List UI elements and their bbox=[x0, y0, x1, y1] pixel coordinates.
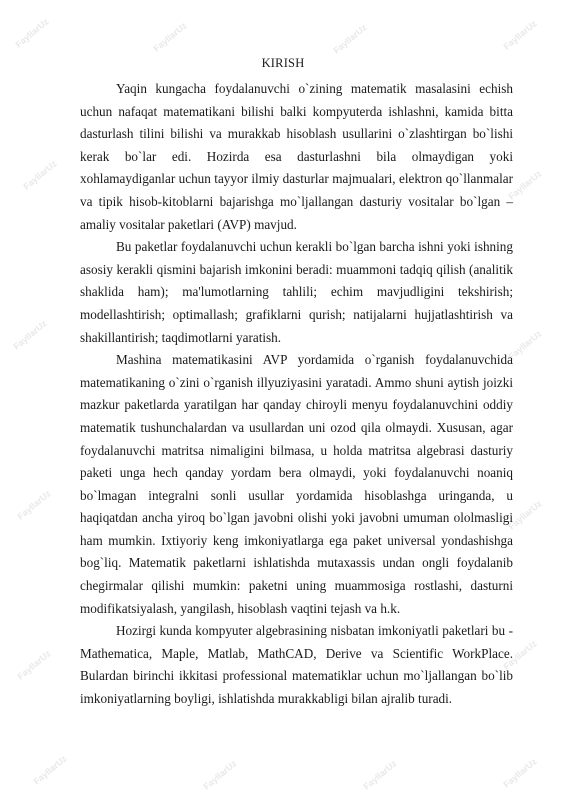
watermark-text: FayllarUz bbox=[31, 753, 69, 787]
paragraph: Bu paketlar foydalanuvchi uchun kerakli bo`lgan barcha ishni yoki ishning asosiy kerakli qismini bajarish imkonini beradi: muammoni tadqiq qilish (analitik shaklida ham); ma'lumotlarning tahlili; echim mavjudligini tekshirish; modellashtirish; optimallash; grafiklarni qurish; natijalarni hujjatlashtirish va shakillantirish; taqdimotlarni yaratish. bbox=[80, 239, 513, 345]
watermark-text: FayllarUz bbox=[506, 168, 544, 202]
watermark-text: FayllarUz bbox=[501, 756, 539, 790]
watermark-text: FayllarUz bbox=[15, 488, 53, 522]
watermark-text: FayllarUz bbox=[13, 16, 51, 50]
watermark-text: FayllarUz bbox=[361, 758, 399, 792]
watermark-text: FayllarUz bbox=[506, 498, 544, 532]
watermark-text: FayllarUz bbox=[331, 22, 369, 56]
document-body bbox=[80, 78, 513, 711]
paragraph: Yaqin kungacha foydalanuvchi o`zining matematik masalasini echish uchun nafaqat matematikani bilishi balki kompyuterda ishlashni, kamida bitta dasturlash tilini bilishi va murakkab hisoblash usullarini o`zlashtirgan bo`lishi kerak bo`lar edi. Hozirda esa dasturlashni bila olmaydigan yoki xohlamaydiganlar uchun tayyor ilmiy dasturlar majmualari, elektron qo`llanmalar va tipik hisob-kitoblarni bajarishga mo`ljallangan dasturiy vositalar bo`lgan – amaliy vositalar paketlari (AVP) mavjud. bbox=[80, 81, 513, 232]
watermark-text: FayllarUz bbox=[21, 158, 59, 192]
watermark-text: FayllarUz bbox=[501, 638, 539, 672]
watermark-text: FayllarUz bbox=[201, 758, 239, 792]
watermark-text: FayllarUz bbox=[501, 18, 539, 52]
watermark-text: FayllarUz bbox=[15, 648, 53, 682]
paragraph: Mashina matematikasini AVP yordamida o`rganish foydalanuvchida matematikaning o`zini o`rganish illyuziyasini yaratadi. Ammo shuni aytish joizki mazkur paketlarda yaratilgan har qanday chiroyli menyu foydalanuvchini oddiy matematik tushunchalardan va usullardan uni ozod qila olmaydi. Xususan, agar foydalanuvchi matritsa nimaligini bilmasa, u holda matritsa algebrasi dasturiy paketi unga hech qanday yordam bera olmaydi, yoki foydalanuvchi noaniq bo`lmagan integralni sonli usullar yordamida hisoblashga uringanda, u haqiqatdan ancha yiroq bo`lgan javobni olishi yoki javobni umuman ololmasligi ham mumkin. Ixtiyoriy keng imkoniyatlarga ega paket universal yondashishga bog`liq. Matematik paketlarni ishlatishda mutaxassis undan ongli foydalanib chegirmalar qilishi mumkin: paketni uning muammosiga rostlashi, dasturni modifikatsiyalash, yangilash, hisoblash vaqtini tejash va h.k. bbox=[80, 352, 513, 616]
watermark-text: FayllarUz bbox=[11, 318, 49, 352]
watermark-text: FayllarUz bbox=[506, 328, 544, 362]
document-heading: KIRISH bbox=[261, 56, 305, 70]
watermark-text: FayllarUz bbox=[151, 20, 189, 54]
paragraph: Hozirgi kunda kompyuter algebrasining nisbatan imkoniyatli paketlari bu - Mathematica, Maple, Matlab, MathCAD, Derive va Scientific WorkPlace. Bulardan birinchi ikkitasi professional matematiklar uchun mo`ljallangan bo`lib imkoniyatlarning boyligi, ishlatishda murakkabligi bilan ajralib turadi. bbox=[80, 623, 513, 707]
